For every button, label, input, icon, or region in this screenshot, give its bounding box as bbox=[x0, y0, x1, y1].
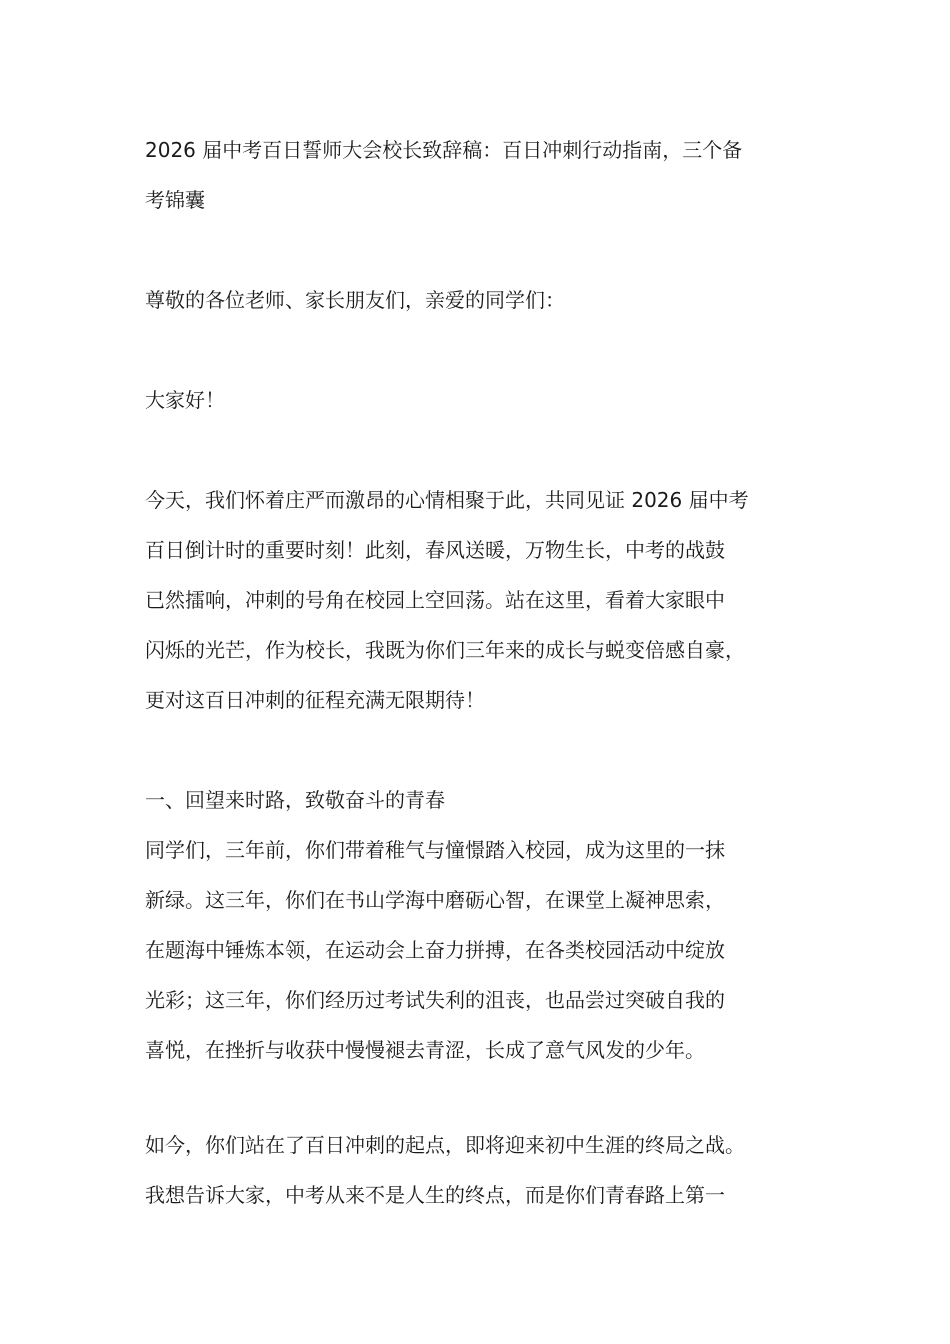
salutation-line: 尊敬的各位老师、家长朋友们，亲爱的同学们： bbox=[145, 288, 565, 312]
paragraph-line: 在题海中锤炼本领，在运动会上奋力拼搏，在各类校园活动中绽放 bbox=[145, 938, 725, 962]
document-title bbox=[145, 125, 825, 225]
paragraph-line: 今天，我们怀着庄严而激昂的心情相聚于此，共同见证 2026 届中考 bbox=[145, 488, 749, 512]
title-line: 2026 届中考百日誓师大会校长致辞稿：百日冲刺行动指南，三个备 bbox=[145, 138, 743, 162]
section-heading: 一、回望来时路，致敬奋斗的青春 bbox=[145, 788, 445, 812]
greeting bbox=[145, 375, 825, 425]
paragraph-line: 光彩；这三年，你们经历过考试失利的沮丧，也品尝过突破自我的 bbox=[145, 988, 725, 1012]
paragraph-line: 如今，你们站在了百日冲刺的起点，即将迎来初中生涯的终局之战。 bbox=[145, 1133, 745, 1157]
section-1 bbox=[145, 775, 825, 1075]
paragraph-line: 新绿。这三年，你们在书山学海中磨砺心智，在课堂上凝神思索， bbox=[145, 888, 725, 912]
greeting-line: 大家好！ bbox=[145, 388, 225, 412]
paragraph-line: 我想告诉大家，中考从来不是人生的终点，而是你们青春路上第一 bbox=[145, 1183, 725, 1207]
title-line: 考锦囊 bbox=[145, 188, 205, 212]
paragraph-line: 喜悦，在挫折与收获中慢慢褪去青涩，长成了意气风发的少年。 bbox=[145, 1038, 705, 1062]
paragraph-2 bbox=[145, 1120, 825, 1220]
paragraph-line: 百日倒计时的重要时刻！此刻，春风送暖，万物生长，中考的战鼓 bbox=[145, 538, 725, 562]
intro-paragraph bbox=[145, 475, 825, 725]
paragraph-line: 更对这百日冲刺的征程充满无限期待！ bbox=[145, 688, 485, 712]
paragraph-line: 同学们，三年前，你们带着稚气与憧憬踏入校园，成为这里的一抹 bbox=[145, 838, 725, 862]
paragraph-line: 已然擂响，冲刺的号角在校园上空回荡。站在这里，看着大家眼中 bbox=[145, 588, 725, 612]
paragraph-line: 闪烁的光芒，作为校长，我既为你们三年来的成长与蜕变倍感自豪， bbox=[145, 638, 745, 662]
salutation bbox=[145, 275, 825, 325]
